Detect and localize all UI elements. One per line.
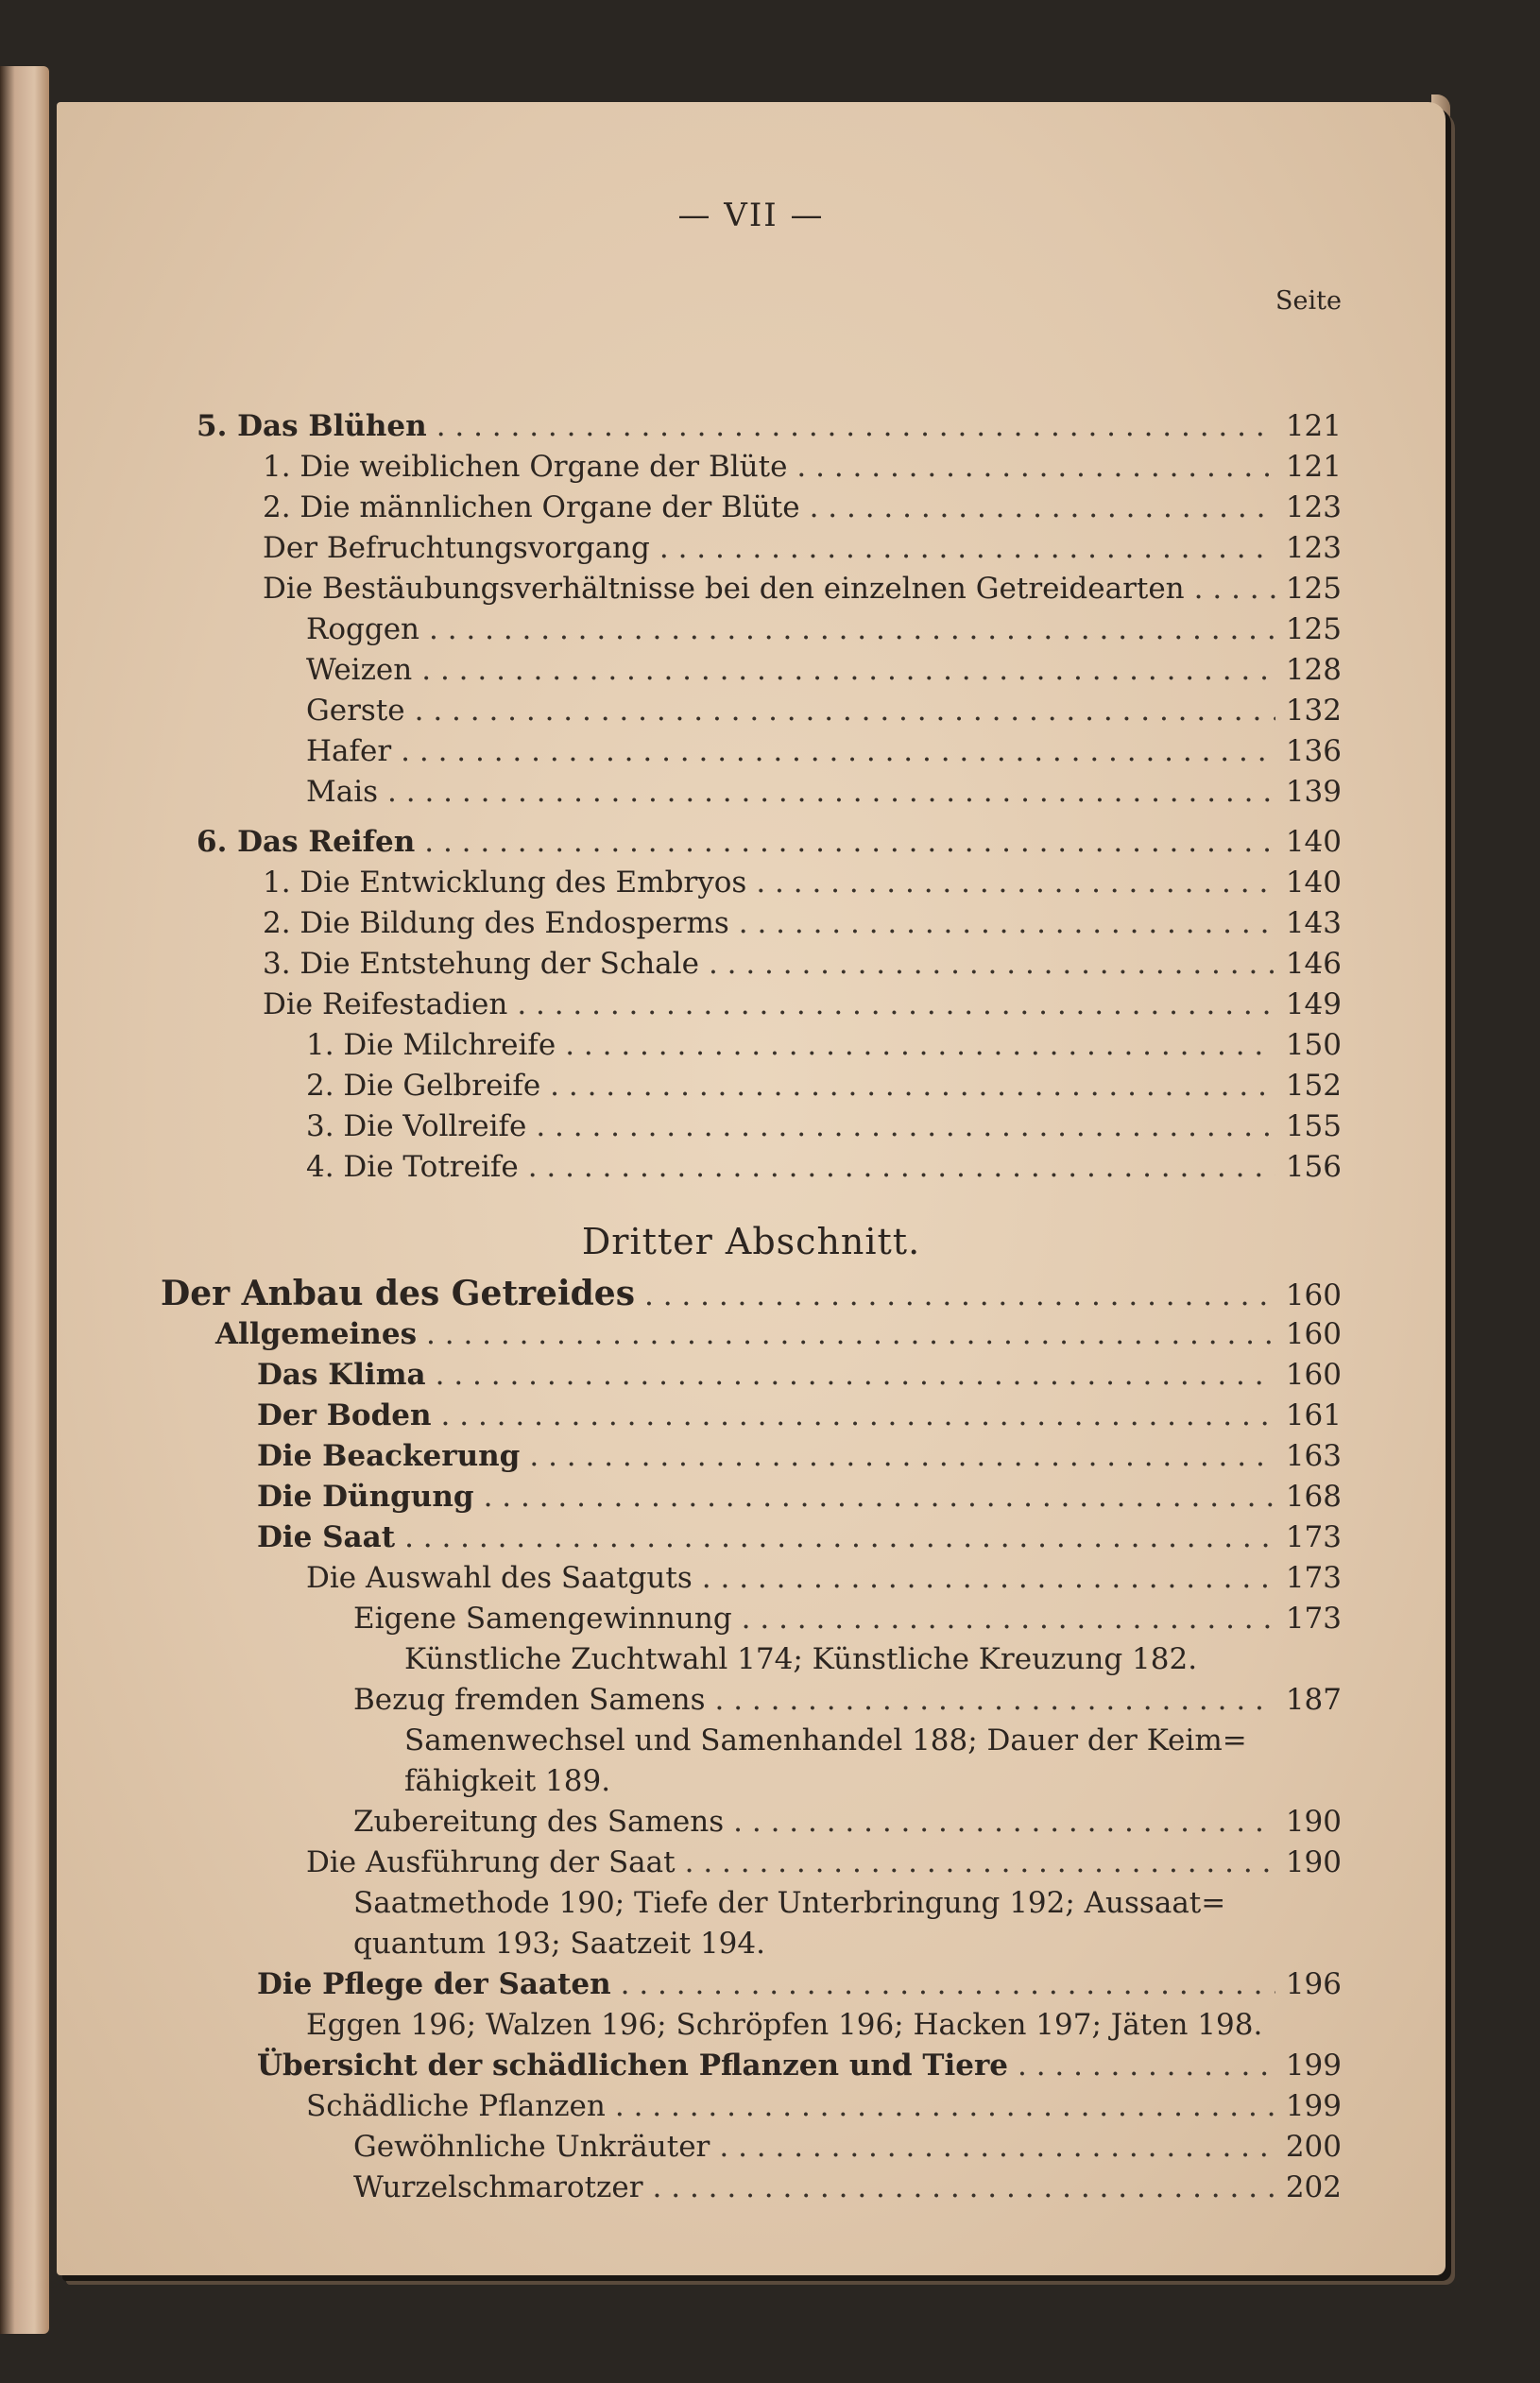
- leader-dots: [415, 691, 1275, 730]
- toc-entry-page: 150: [1285, 1028, 1342, 1062]
- toc-entry-page: 173: [1285, 1561, 1342, 1595]
- toc-entry: [306, 609, 1342, 649]
- toc-entry: [263, 528, 1342, 568]
- toc-entry-title: Die Reifestadien: [263, 987, 508, 1021]
- toc-entry-page: 199: [1285, 2049, 1342, 2083]
- toc-entry: [257, 1396, 1342, 1435]
- toc-note: Eggen 196; Walzen 196; Schröpfen 196; Hacken 197; Jäten 198.: [306, 2008, 1263, 2042]
- toc-entry-title: Gewöhnliche Unkräuter: [353, 2130, 710, 2164]
- page-numeral: — VII —: [677, 197, 825, 234]
- leader-dots: [756, 863, 1275, 902]
- toc-entry: [263, 488, 1342, 527]
- toc-entry-page: 202: [1285, 2170, 1342, 2204]
- adjacent-page-edge: [0, 66, 49, 2334]
- toc-entry-title: 6. Das Reifen: [197, 825, 416, 859]
- toc-entry-title: 3. Die Vollreife: [306, 1109, 527, 1143]
- leader-dots: [528, 1147, 1275, 1187]
- toc-entry-page: 146: [1285, 947, 1342, 981]
- toc-entry: [197, 406, 1342, 446]
- toc-entry-title: Wurzelschmarotzer: [353, 2170, 643, 2204]
- toc-entry: [306, 731, 1342, 771]
- toc-entry-title: Die Bestäubungsverhältnisse bei den einzelnen Getreidearten: [263, 572, 1185, 606]
- toc-entry: [257, 1517, 1342, 1557]
- toc-entry-title: Roggen: [306, 612, 420, 646]
- toc-entry-title: Weizen: [306, 653, 413, 687]
- leader-dots: [685, 1843, 1275, 1882]
- toc-entry-title: 2. Die Bildung des Endosperms: [263, 906, 729, 940]
- toc-entry: [306, 1843, 1342, 1882]
- leader-dots: [404, 1517, 1275, 1557]
- toc-entry-title: 2. Die männlichen Organe der Blüte: [263, 490, 800, 524]
- toc-entry: [353, 1599, 1342, 1638]
- toc-note: Saatmethode 190; Tiefe der Unterbringung 192; Aussaat=: [353, 1886, 1226, 1920]
- toc-entry-page: 140: [1285, 866, 1342, 900]
- toc-entry-page: 155: [1285, 1109, 1342, 1143]
- toc-entry-page: 143: [1285, 906, 1342, 940]
- leader-dots: [796, 447, 1275, 487]
- leader-dots: [644, 1276, 1275, 1315]
- leader-dots: [1194, 569, 1275, 609]
- leader-dots: [436, 406, 1275, 446]
- toc-entry: [263, 985, 1342, 1024]
- leader-dots: [424, 822, 1275, 862]
- toc-entry: [257, 1477, 1342, 1517]
- toc-entry-title: Schädliche Pflanzen: [306, 2089, 606, 2123]
- leader-dots: [387, 772, 1275, 812]
- toc-entry-title: Gerste: [306, 694, 405, 728]
- toc-entry: [161, 1274, 1342, 1313]
- toc-entry-title: Eigene Samengewinnung: [353, 1602, 732, 1636]
- toc-entry-page: 173: [1285, 1602, 1342, 1636]
- leader-dots: [529, 1436, 1275, 1476]
- leader-dots: [429, 609, 1275, 649]
- leader-dots: [615, 2086, 1275, 2126]
- toc-entry: [263, 569, 1342, 609]
- leader-dots: [550, 1066, 1275, 1106]
- toc-entry-title: 1. Die weiblichen Organe der Blüte: [263, 450, 788, 484]
- toc-entry-page: 123: [1285, 490, 1342, 524]
- toc-entry-title: Der Befruchtungsvorgang: [263, 531, 650, 565]
- toc-entry-title: Die Saat: [257, 1520, 396, 1554]
- toc-entry: [353, 1802, 1342, 1842]
- toc-entry-page: 152: [1285, 1069, 1342, 1103]
- toc-entry-page: 196: [1285, 1967, 1342, 2001]
- leader-dots: [401, 731, 1275, 771]
- toc-entry-page: 125: [1285, 612, 1342, 646]
- toc-entry: [263, 944, 1342, 984]
- toc-entry: [306, 691, 1342, 730]
- toc-entry-title: 3. Die Entstehung der Schale: [263, 947, 699, 981]
- toc-entry-title: 1. Die Milchreife: [306, 1028, 556, 1062]
- toc-entry-page: 132: [1285, 694, 1342, 728]
- toc-entry-page: 161: [1285, 1398, 1342, 1432]
- toc-entry-page: 160: [1285, 1278, 1342, 1312]
- toc-entry: [353, 1680, 1342, 1720]
- toc-entry-page: 187: [1285, 1683, 1342, 1717]
- toc-entry-page: 121: [1285, 450, 1342, 484]
- toc-note: Künstliche Zuchtwahl 174; Künstliche Kreuzung 182.: [404, 1642, 1198, 1676]
- toc-entry-title: Die Ausführung der Saat: [306, 1845, 676, 1879]
- toc-entry-title: Die Auswahl des Saatguts: [306, 1561, 693, 1595]
- toc-entry-title: Der Anbau des Getreides: [161, 1274, 635, 1313]
- leader-dots: [517, 985, 1275, 1024]
- toc-entry-title: 1. Die Entwicklung des Embryos: [263, 866, 747, 900]
- leader-dots: [536, 1106, 1275, 1146]
- leader-dots: [715, 1680, 1276, 1720]
- toc-entry-title: Bezug fremden Samens: [353, 1683, 706, 1717]
- leader-dots: [742, 1599, 1275, 1638]
- toc-entry: [257, 1436, 1342, 1476]
- leader-dots: [653, 2168, 1275, 2207]
- toc-entry: [306, 772, 1342, 812]
- toc-entry-page: 160: [1285, 1358, 1342, 1392]
- toc-entry: [306, 1147, 1342, 1187]
- toc-entry-page: 149: [1285, 987, 1342, 1021]
- leader-dots: [1018, 2046, 1275, 2085]
- leader-dots: [709, 944, 1275, 984]
- toc-entry: [257, 1964, 1342, 2004]
- leader-dots: [421, 650, 1275, 690]
- toc-entry-page: 136: [1285, 734, 1342, 768]
- seite-label: Seite: [1275, 286, 1342, 316]
- leader-dots: [426, 1314, 1275, 1354]
- toc-entry-page: 199: [1285, 2089, 1342, 2123]
- toc-entry: [353, 2168, 1342, 2207]
- section-title: Dritter Abschnitt.: [581, 1221, 921, 1262]
- toc-entry-page: 160: [1285, 1317, 1342, 1351]
- leader-dots: [739, 903, 1275, 943]
- toc-entry-page: 121: [1285, 409, 1342, 443]
- leader-dots: [565, 1025, 1275, 1065]
- leader-dots: [659, 528, 1275, 568]
- toc-entry: [263, 863, 1342, 902]
- toc-entry-title: Zubereitung des Samens: [353, 1805, 725, 1839]
- toc-entry-page: 168: [1285, 1480, 1342, 1514]
- toc-entry-page: 140: [1285, 825, 1342, 859]
- leader-dots: [441, 1396, 1275, 1435]
- toc-entry-page: 200: [1285, 2130, 1342, 2164]
- toc-entry-title: Mais: [306, 775, 379, 809]
- toc-entry: [306, 1106, 1342, 1146]
- toc-entry-title: Die Düngung: [257, 1480, 474, 1514]
- toc-note: Samenwechsel und Samenhandel 188; Dauer der Keim=: [404, 1723, 1247, 1757]
- toc-entry: [306, 650, 1342, 690]
- book-page: [57, 102, 1446, 2275]
- toc-entry: [263, 447, 1342, 487]
- toc-entry-title: 4. Die Totreife: [306, 1150, 519, 1184]
- toc-entry-title: Die Beackerung: [257, 1439, 521, 1473]
- toc-entry-title: Die Pflege der Saaten: [257, 1967, 611, 2001]
- leader-dots: [733, 1802, 1275, 1842]
- toc-entry: [263, 903, 1342, 943]
- toc-entry-title: 2. Die Gelbreife: [306, 1069, 541, 1103]
- toc-entry: [306, 2086, 1342, 2126]
- leader-dots: [702, 1558, 1275, 1598]
- toc-entry-page: 156: [1285, 1150, 1342, 1184]
- toc-entry-page: 125: [1285, 572, 1342, 606]
- toc-entry: [353, 2127, 1342, 2167]
- leader-dots: [719, 2127, 1275, 2167]
- toc-entry-title: Der Boden: [257, 1398, 432, 1432]
- leader-dots: [484, 1477, 1275, 1517]
- toc-entry: [197, 822, 1342, 862]
- toc-entry: [306, 1066, 1342, 1106]
- leader-dots: [810, 488, 1275, 527]
- toc-note: fähigkeit 189.: [404, 1764, 611, 1798]
- toc-entry: [257, 2046, 1342, 2085]
- leader-dots: [436, 1355, 1275, 1395]
- toc-entry-title: 5. Das Blühen: [197, 409, 427, 443]
- toc-entry-page: 163: [1285, 1439, 1342, 1473]
- toc-entry-title: Das Klima: [257, 1358, 426, 1392]
- toc-entry-page: 139: [1285, 775, 1342, 809]
- toc-entry-page: 190: [1285, 1845, 1342, 1879]
- leader-dots: [621, 1964, 1275, 2004]
- toc-entry-title: Allgemeines: [215, 1317, 418, 1351]
- toc-entry: [215, 1314, 1342, 1354]
- toc-entry-page: 190: [1285, 1805, 1342, 1839]
- toc-entry-title: Hafer: [306, 734, 392, 768]
- toc-entry-page: 173: [1285, 1520, 1342, 1554]
- toc-entry-page: 123: [1285, 531, 1342, 565]
- toc-entry-title: Übersicht der schädlichen Pflanzen und Tiere: [257, 2049, 1008, 2083]
- toc-entry-page: 128: [1285, 653, 1342, 687]
- toc-entry: [257, 1355, 1342, 1395]
- toc-entry: [306, 1558, 1342, 1598]
- toc-entry: [306, 1025, 1342, 1065]
- toc-note: quantum 193; Saatzeit 194.: [353, 1927, 765, 1961]
